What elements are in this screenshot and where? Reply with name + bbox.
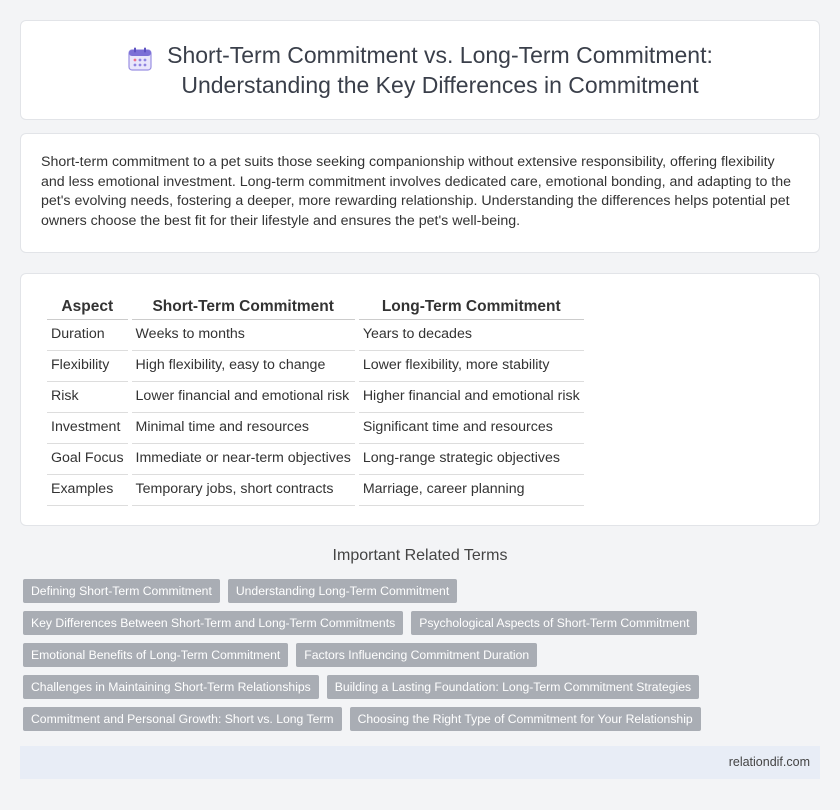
intro-text: Short-term commitment to a pet suits those seeking companionship without extensive responsibility, offering flexibility and less emotional investment. Long-term commitment involves dedicated care, emotional bonding, and adapting to the pet's evolving needs, fostering a deeper, more rewarding relationship. Understanding the differences helps potential pet owners choose the best fit for their lifestyle and ensures the pet's well-being. [41,154,792,229]
table-row [47,382,584,413]
cell-long-term: Lower flexibility, more stability [359,351,584,382]
related-terms-title: Important Related Terms [332,547,508,564]
cell-long-term: Long-range strategic objectives [359,444,584,475]
related-term-link[interactable]: Choosing the Right Type of Commitment for Your Relationship [350,707,701,731]
related-term-link[interactable]: Psychological Aspects of Short-Term Commitment [411,611,697,635]
cell-short-term: Immediate or near-term objectives [132,444,355,475]
cell-short-term: Temporary jobs, short contracts [132,475,355,506]
cell-short-term: Minimal time and resources [132,413,355,444]
header-long-term: Long-Term Commitment [359,294,584,320]
related-term-link[interactable]: Commitment and Personal Growth: Short vs. Long Term [23,707,342,731]
tag-row [23,707,823,731]
tag-row [23,675,823,699]
related-term-link[interactable]: Key Differences Between Short-Term and Long-Term Commitments [23,611,403,635]
cell-aspect: Risk [47,382,128,413]
cell-short-term: Lower financial and emotional risk [132,382,355,413]
cell-aspect: Investment [47,413,128,444]
cell-long-term: Years to decades [359,320,584,351]
related-term-link[interactable]: Building a Lasting Foundation: Long-Term Commitment Strategies [327,675,699,699]
related-term-link[interactable]: Factors Influencing Commitment Duration [296,643,537,667]
comparison-table [43,294,588,506]
cell-aspect: Flexibility [47,351,128,382]
cell-long-term: Marriage, career planning [359,475,584,506]
related-term-link[interactable]: Challenges in Maintaining Short-Term Relationships [23,675,319,699]
title-line-2: Understanding the Key Differences in Commitment [181,72,699,98]
cell-long-term: Higher financial and emotional risk [359,382,584,413]
table-row [47,475,584,506]
table-row [47,320,584,351]
table-row [47,444,584,475]
related-terms [23,579,823,739]
title-line-1: Short-Term Commitment vs. Long-Term Commitment: [167,42,713,68]
comparison-card [20,273,820,526]
intro-card [20,133,820,253]
table-header-row [47,294,584,320]
header-aspect: Aspect [47,294,128,320]
footer [20,746,820,779]
cell-aspect: Duration [47,320,128,351]
header-short-term: Short-Term Commitment [132,294,355,320]
related-term-link[interactable]: Defining Short-Term Commitment [23,579,220,603]
table-row [47,351,584,382]
header-card [20,20,820,120]
cell-aspect: Goal Focus [47,444,128,475]
tag-row [23,643,823,667]
related-term-link[interactable]: Understanding Long-Term Commitment [228,579,457,603]
cell-short-term: High flexibility, easy to change [132,351,355,382]
calendar-icon [127,46,153,72]
tag-row [23,611,823,635]
table-row [47,413,584,444]
title-wrap [127,40,713,100]
cell-long-term: Significant time and resources [359,413,584,444]
tag-row [23,579,823,603]
site-link[interactable]: relationdif.com [728,755,810,769]
page-title [167,40,713,100]
cell-aspect: Examples [47,475,128,506]
cell-short-term: Weeks to months [132,320,355,351]
related-term-link[interactable]: Emotional Benefits of Long-Term Commitment [23,643,288,667]
